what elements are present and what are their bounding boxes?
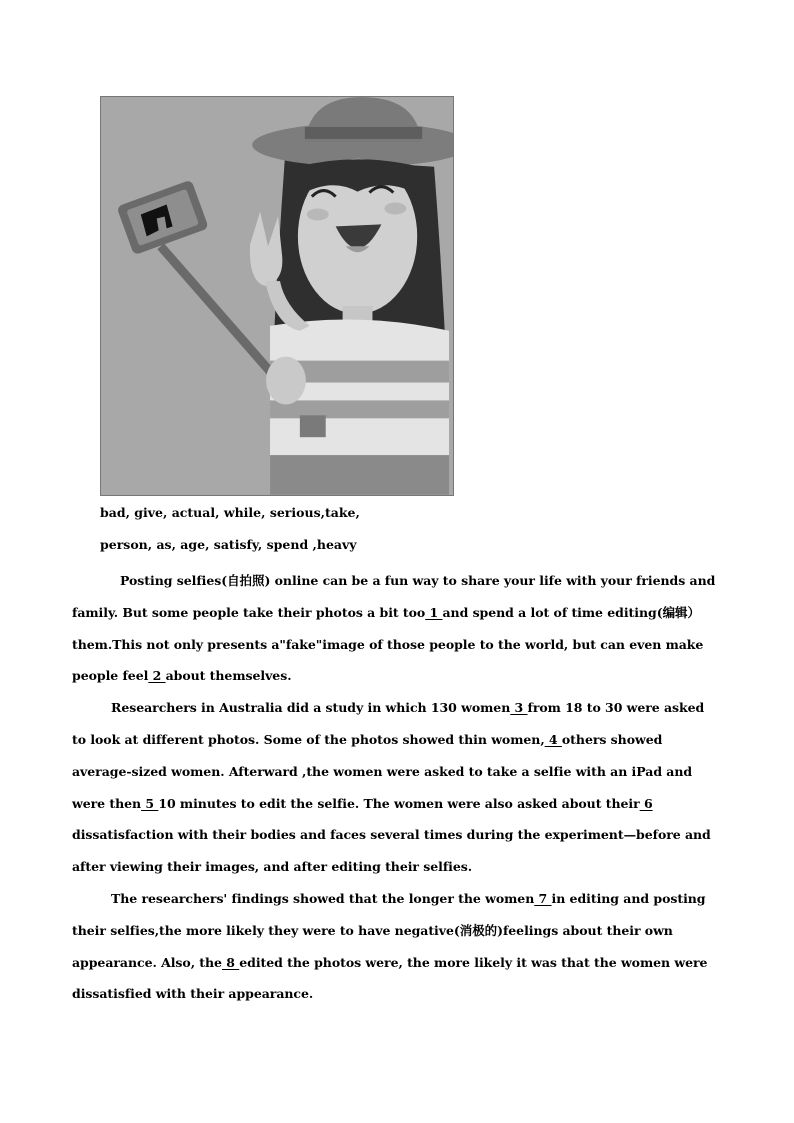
paragraph-text: edited the photos were, the more likely it was that the women were dissatisfied with their appearance. xyxy=(72,954,708,1002)
reading-passage xyxy=(72,565,722,1010)
paragraph-text: Posting selfies(自拍照) online can be a fun way to share your life with your friends and family. But some people take their photos a bit too xyxy=(72,573,716,620)
word-bank-line-1: bad, give, actual, while, serious,take, xyxy=(100,505,360,520)
blank-8: 8 xyxy=(221,954,240,970)
paragraph-text: others showed average-sized women. Afterward ,the women were asked to take a selfie with an iPad and were then xyxy=(72,731,693,811)
blank-2: 2 xyxy=(148,668,166,684)
paragraph-text: about themselves. xyxy=(165,668,292,684)
paragraph-text: 10 minutes to edit the selfie. The women were also asked about their xyxy=(158,795,640,811)
paragraph-text: and spend a lot of time editing(编辑）them.This not only presents a"fake"image of those people to the world, but can even make people feel xyxy=(72,604,704,684)
word-bank-line-2: person, as, age, satisfy, spend ,heavy xyxy=(100,537,357,552)
paragraph-text: The researchers' findings showed that the longer the women xyxy=(111,890,535,906)
paragraph-1 xyxy=(72,565,722,692)
selfie-illustration xyxy=(100,96,454,496)
paragraph-text: in editing and posting their selfies,the more likely they were to have negative(消极的)feelings about their own appearance. Also, the xyxy=(72,890,706,970)
blank-6: 6 xyxy=(639,795,653,811)
blank-1: 1 xyxy=(425,604,443,620)
paragraph-3 xyxy=(72,883,722,1010)
paragraph-text: dissatisfaction with their bodies and faces several times during the experiment—before and after viewing their images, and after editing their selfies. xyxy=(72,827,711,875)
paragraph-text: from 18 to 30 were asked to look at different photos. Some of the photos showed thin women, xyxy=(72,700,705,747)
paragraph-2 xyxy=(72,692,722,883)
paragraph-text: Researchers in Australia did a study in which 130 women xyxy=(111,700,511,716)
blank-4: 4 xyxy=(544,731,562,747)
blank-3: 3 xyxy=(510,700,528,716)
blank-5: 5 xyxy=(141,795,159,811)
girl-selfie-image xyxy=(101,97,453,495)
blank-7: 7 xyxy=(534,890,552,906)
